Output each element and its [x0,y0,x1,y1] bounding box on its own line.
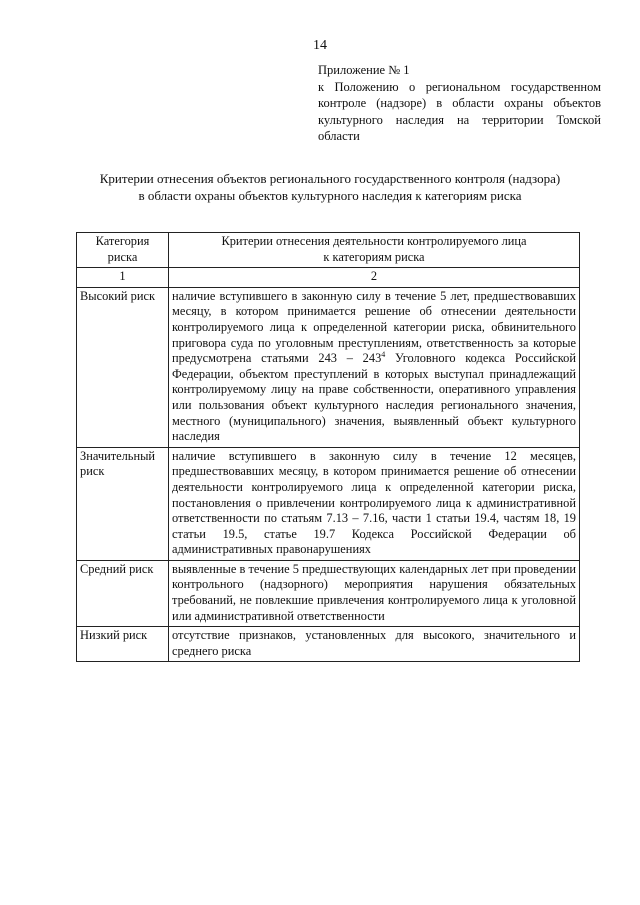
header-criteria-line-1: Критерии отнесения деятельности контролируемого лица [221,234,527,248]
header-criteria [169,233,580,268]
document-title [60,170,600,204]
column-number-1: 1 [77,268,169,288]
table-row [77,560,580,626]
table-header-row [77,233,580,268]
risk-criteria-text-part-2: Уголовного кодекса Российской Федерации, объектом преступлений в которых выступал принадлежащий контролируемому лицу на праве собственности, оперативного управления или пользования объект культурного наследия регионального значения, местного (муниципального) значения, выявленный объект культурного наследия [172,351,576,444]
risk-criteria: выявленные в течение 5 предшествующих календарных лет при проведении контрольного (надзорного) мероприятия нарушения обязательных требований, не повлекшие привлечения контролируемого лица к уголовной или административной ответственности [169,560,580,626]
appendix-title: Приложение № 1 [318,63,410,77]
risk-category: Высокий риск [77,287,169,447]
risk-category: Средний риск [77,560,169,626]
page-number: 14 [313,38,327,53]
risk-criteria-table [76,232,580,662]
risk-category: Значительный риск [77,447,169,560]
appendix-note [318,62,601,145]
table-row [77,447,580,560]
risk-criteria-text-part-1: наличие вступившего в законную силу в течение 5 лет, предшествовавших месяцу, в котором принимается решение об отнесении деятельности контролируемого лица к определенной категории риска, обвинительного приговора суда по уголовным преступлениям, ответственность за которые предусмотрена статьями 243 – 243 [172,288,576,366]
risk-criteria: наличие вступившего в законную силу в течение 12 месяцев, предшествовавших месяцу, в котором принимается решение об отнесении деятельности контролируемого лица к определенной категории риска, постановления о привлечении контролируемого лица к административной ответственности по статьям 7.13 – 7.16, части 1 статьи 19.4, частям 18, 19 статьи 19.5, статье 19.7 Кодекса Российской Федерации об административных правонарушениях [169,447,580,560]
risk-category: Низкий риск [77,627,169,662]
risk-criteria: отсутствие признаков, установленных для высокого, значительного и среднего риска [169,627,580,662]
title-line-2: в области охраны объектов культурного наследия к категориям риска [138,188,522,203]
table-row [77,287,580,447]
appendix-body: к Положению о региональном государственном контроле (надзоре) в области охраны объектов культурного наследия на территории Томской области [318,79,601,143]
risk-criteria [169,287,580,447]
article-superscript: 4 [381,350,386,360]
title-line-1: Критерии отнесения объектов регионального государственного контроля (надзора) [99,171,561,186]
header-criteria-line-2: к категориям риска [323,249,425,264]
header-category: Категория риска [77,233,169,268]
table-row [77,627,580,662]
column-number-2: 2 [169,268,580,288]
table-number-row [77,268,580,288]
